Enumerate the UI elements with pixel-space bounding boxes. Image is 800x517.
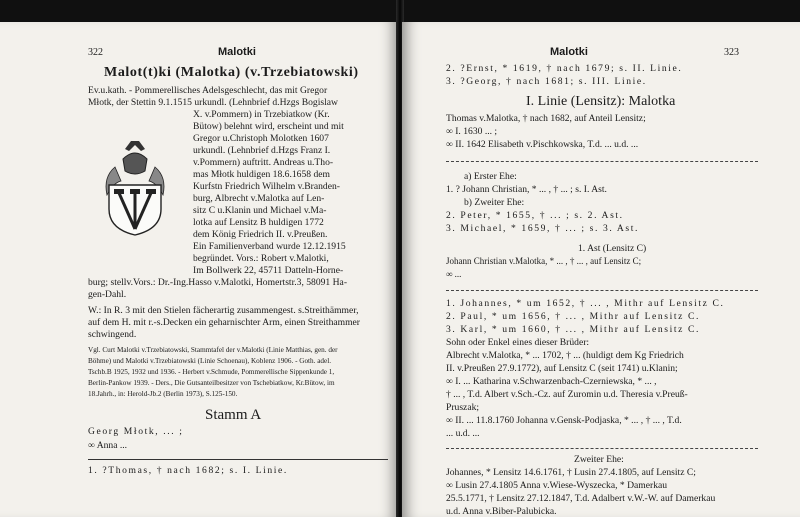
stamm-line: Georg Młotk, ... ; — [88, 426, 184, 437]
text-line: gen-Dahl. — [88, 289, 127, 300]
reference-line: 18.Jahrh., in: Herold-Jb.2 (Berlin 1973), S.125-150. — [88, 390, 238, 398]
text-line: ∞ II. ... 11.8.1760 Johanna v.Gensk-Podjaska, * ... , † ... , T.d. — [446, 415, 682, 426]
ast-title: 1. Ast (Lensitz C) — [578, 243, 647, 254]
child-line: 1. Johannes, * um 1652, † ... , Mithr auf Lensitz C. — [446, 298, 725, 309]
coat-of-arms-icon — [95, 137, 173, 237]
text-line: Zweiter Ehe: — [574, 454, 624, 465]
text-line: Albrecht v.Malotka, * ... 1702, † ... (huldigt dem Kg Friedrich — [446, 350, 684, 361]
intro-line: Thomas v.Malotka, † nach 1682, auf Anteil Lensitz; — [446, 113, 646, 124]
text-line: u.d. Anna v.Biber-Palubicka. — [446, 506, 557, 517]
marriage-line: 1. ? Johann Christian, * ... , † ... ; s. I. Ast. — [446, 184, 607, 195]
text-line: mas Młotk huldigen 18.6.1658 dem — [193, 169, 330, 180]
stamm-line: ∞ Anna ... — [88, 440, 128, 451]
text-line: Pruszak; — [446, 402, 480, 413]
child-line: 1. ?Thomas, † nach 1682; s. I. Linie. — [88, 465, 288, 476]
child-line: 3. ?Georg, † nach 1681; s. III. Linie. — [446, 76, 647, 87]
text-line: ... u.d. ... — [446, 428, 480, 439]
text-line: Gregor u.Christoph Molotken 1607 — [193, 133, 329, 144]
child-line: 2. Paul, * um 1656, † ... , Mithr auf Lensitz C. — [446, 311, 701, 322]
text-line: burg; stellv.Vors.: Dr.-Ing.Hasso v.Malotki, Homertstr.3, 58091 Ha- — [88, 277, 348, 288]
ast-line: Johann Christian v.Malotka, * ... , † ... , auf Lensitz C; — [446, 256, 642, 266]
section-title: Stamm A — [205, 407, 262, 423]
running-head: Malotki — [550, 46, 588, 58]
marriage-line: 2. Peter, * 1655, † ... ; s. 2. Ast. — [446, 210, 624, 221]
page-number: 322 — [88, 47, 103, 58]
reference-line: Böhme) und Malotki v.Trzebiatowski (Linie Schoenau), Koblenz 1906. - Goth. adel. — [88, 357, 331, 365]
text-line: ∞ Lusin 27.4.1805 Anna v.Wiese-Wyszecka, * Damerkau — [446, 480, 668, 491]
page-number: 323 — [724, 47, 739, 58]
right-page — [402, 22, 800, 517]
intro-line: Ev.u.kath. - Pommerellisches Adelsgeschlecht, das mit Gregor — [88, 85, 328, 96]
text-line: 25.5.1771, † Lensitz 27.12.1847, T.d. Adalbert v.W.-W. auf Damerkau — [446, 493, 716, 504]
text-line: schwingend. — [88, 329, 137, 340]
running-head: Malotki — [218, 46, 256, 58]
text-line: X. v.Pommern) in Trzebiatkow (Kr. — [193, 109, 330, 120]
intro-line: ∞ I. 1630 ... ; — [446, 126, 498, 137]
divider — [446, 290, 758, 291]
divider — [88, 459, 388, 460]
text-line: ∞ I. ... Katharina v.Schwarzenbach-Czerniewska, * ... , — [446, 376, 657, 387]
text-line: W.: In R. 3 mit den Stielen fächerartig zusammengest. s.Streithämmer, — [88, 305, 359, 316]
ast-line: ∞ ... — [446, 269, 462, 279]
left-page — [0, 22, 398, 517]
text-line: Bütow) belehnt wird, erscheint und mit — [193, 121, 344, 132]
text-line: begründet. Vors.: Robert v.Malotki, — [193, 253, 329, 264]
text-line: Sohn oder Enkel eines dieser Brüder: — [446, 337, 590, 348]
text-line: v.Pommern) auftritt. Andreas u.Tho- — [193, 157, 334, 168]
text-line: lotka auf Lensitz B huldigen 1772 — [193, 217, 324, 228]
reference-line: Vgl. Curt Malotki v.Trzebiatowski, Stammtafel der v.Malotki (Linie Matthias, gen. der — [88, 346, 338, 354]
text-line: burg, Albrecht v.Malotka auf Len- — [193, 193, 325, 204]
text-line: urkundl. (Lehnbrief d.Hzgs Franz I. — [193, 145, 331, 156]
reference-line: Berlin-Pankow 1939. - Ders., Die Gutsanteilbesitzer von Tschebiatkow, Kr.Bütow, im — [88, 379, 335, 387]
text-line: † ... , T.d. Albert v.Sch.-Cz. auf Zuromin u.d. Theresia v.Preuß- — [446, 389, 688, 400]
marriage-line: 3. Michael, * 1659, † ... ; s. 3. Ast. — [446, 223, 639, 234]
text-line: Kurfstn Friedrich Wilhelm v.Branden- — [193, 181, 340, 192]
reference-line: Tschb.B 1925, 1932 und 1936. - Herbert v.Schmude, Pommerellische Sippenkunde 1, — [88, 368, 335, 376]
divider — [446, 448, 758, 449]
text-line: Johannes, * Lensitz 14.6.1761, † Lusin 27.4.1805, auf Lensitz C; — [446, 467, 696, 478]
intro-line: ∞ II. 1642 Elisabeth v.Pischkowska, T.d. ... u.d. ... — [446, 139, 639, 150]
divider — [446, 161, 758, 162]
text-line: dem König Friedrich II. v.Preußen. — [193, 229, 328, 240]
text-line: II. v.Preußen 27.9.1772), auf Lensitz C (seit 1741) u.Klanin; — [446, 363, 678, 374]
marriage-line: b) Zweiter Ehe: — [464, 197, 525, 208]
intro-line: Młotk, der Stettin 9.1.1515 urkundl. (Lehnbrief d.Hzgs Bogislaw — [88, 97, 338, 108]
child-line: 3. Karl, * um 1660, † ... , Mithr auf Lensitz C. — [446, 324, 700, 335]
family-title: Malot(t)ki (Malotka) (v.Trzebiatowski) — [104, 65, 359, 80]
text-line: auf dem H. mit r.-s.Decken ein geharnischter Arm, einen Streithammer — [88, 317, 361, 328]
marriage-line: a) Erster Ehe: — [464, 171, 517, 182]
line-title: I. Linie (Lensitz): Malotka — [526, 94, 676, 109]
text-line: sitz C u.Klanin und Michael v.Ma- — [193, 205, 327, 216]
text-line: Im Bollwerk 22, 45711 Datteln-Horne- — [193, 265, 344, 276]
text-line: Ein Familienverband wurde 12.12.1915 — [193, 241, 346, 252]
child-line: 2. ?Ernst, * 1619, † nach 1679; s. II. Linie. — [446, 63, 683, 74]
